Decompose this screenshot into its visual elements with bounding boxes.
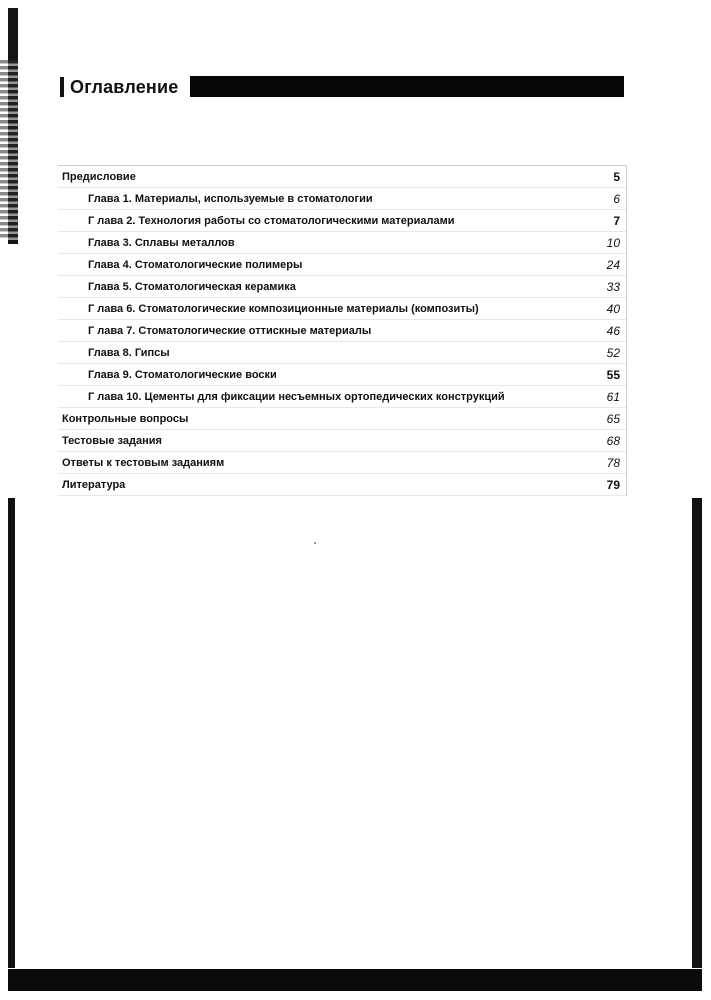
toc-entry-page: 6 — [613, 191, 620, 206]
scan-noise — [0, 60, 18, 240]
toc-entry[interactable] — [58, 210, 626, 232]
toc-entry-page: 65 — [606, 411, 620, 426]
toc-entry[interactable] — [58, 166, 626, 188]
toc-entry-label: Глава 5. Стоматологическая керамика — [88, 280, 296, 293]
toc-entry-label: Глава 3. Сплавы металлов — [88, 236, 235, 249]
toc-entry-page: 33 — [606, 279, 620, 294]
toc-entry[interactable] — [58, 320, 626, 342]
toc-entry[interactable] — [58, 364, 626, 386]
toc-entry[interactable] — [58, 452, 626, 474]
toc-entry-label: Предисловие — [62, 170, 136, 183]
table-of-contents — [58, 165, 627, 496]
toc-entry[interactable] — [58, 342, 626, 364]
toc-entry-label: Г лава 2. Технология работы со стоматологическими материалами — [88, 214, 455, 227]
toc-entry-label: Глава 1. Материалы, используемые в стоматологии — [88, 192, 373, 205]
scan-edge-left-lower — [8, 498, 15, 968]
toc-entry[interactable] — [58, 276, 626, 298]
toc-entry-page: 7 — [613, 213, 620, 228]
scan-edge-right — [692, 498, 702, 968]
scan-speck — [314, 542, 316, 544]
toc-entry-label: Г лава 10. Цементы для фиксации несъемных ортопедических конструкций — [88, 390, 505, 403]
toc-entry-label: Глава 9. Стоматологические воски — [88, 368, 277, 381]
toc-entry-label: Ответы к тестовым заданиям — [62, 456, 225, 469]
heading-band — [190, 76, 624, 97]
toc-entry[interactable] — [58, 408, 626, 430]
toc-entry-label: Контрольные вопросы — [62, 412, 189, 425]
toc-entry-page: 5 — [613, 169, 620, 184]
scan-edge-bottom — [8, 969, 702, 991]
page-heading — [60, 76, 182, 98]
toc-entry[interactable] — [58, 386, 626, 408]
toc-entry-page: 52 — [606, 345, 620, 360]
toc-entry-page: 10 — [606, 235, 620, 250]
toc-entry[interactable] — [58, 188, 626, 210]
toc-entry-page: 79 — [606, 477, 620, 492]
toc-entry-label: Глава 8. Гипсы — [88, 346, 170, 359]
toc-entry-label: Г лава 6. Стоматологические композиционные материалы (композиты) — [88, 302, 479, 315]
heading-bar-mark — [60, 77, 64, 97]
toc-entry-page: 78 — [606, 455, 620, 470]
toc-entry-page: 55 — [606, 367, 620, 382]
toc-entry-label: Литература — [62, 478, 126, 491]
toc-entry[interactable] — [58, 474, 626, 496]
toc-entry[interactable] — [58, 430, 626, 452]
toc-entry-page: 40 — [606, 301, 620, 316]
toc-entry[interactable] — [58, 232, 626, 254]
toc-entry-label: Г лава 7. Стоматологические оттискные материалы — [88, 324, 372, 337]
toc-entry-page: 61 — [606, 389, 620, 404]
toc-entry[interactable] — [58, 254, 626, 276]
toc-entry-page: 46 — [606, 323, 620, 338]
toc-entry-label: Глава 4. Стоматологические полимеры — [88, 258, 303, 271]
toc-entry-page: 24 — [606, 257, 620, 272]
toc-entry-label: Тестовые задания — [62, 434, 162, 447]
page-title: Оглавление — [70, 76, 179, 97]
toc-entry[interactable] — [58, 298, 626, 320]
toc-entry-page: 68 — [606, 433, 620, 448]
